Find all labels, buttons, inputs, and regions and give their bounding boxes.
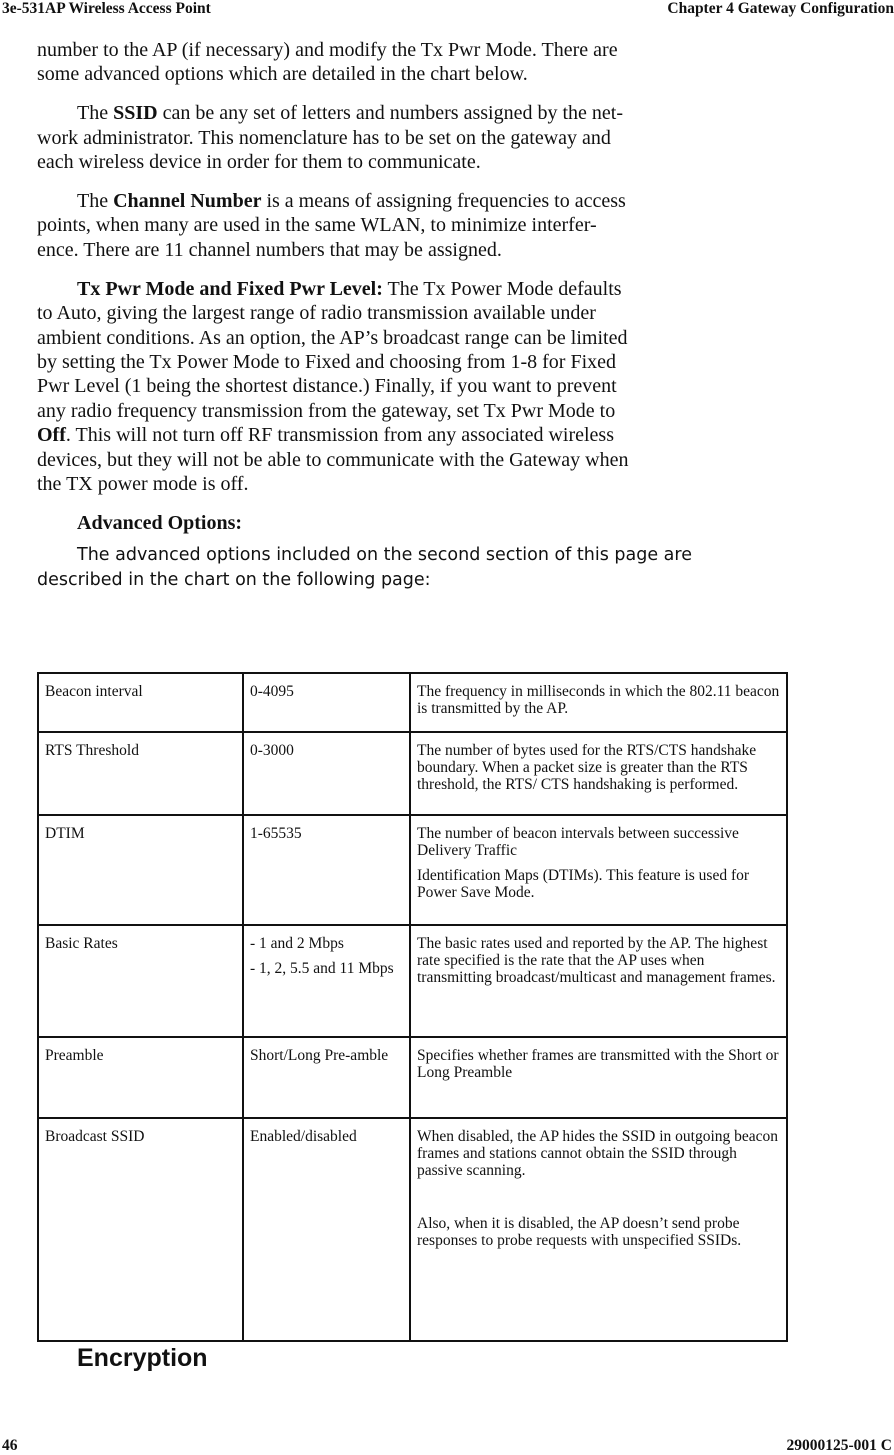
table-row (38, 925, 787, 1037)
text-line (37, 238, 797, 262)
text-run: can be any set of letters and numbers assigned by the net- (157, 102, 623, 125)
cell-text: 1-65535 (250, 825, 302, 842)
cell-text: The number of bytes used for the RTS/CTS handshake boundary. When a packet size is greater than the RTS threshold, the RTS/ CTS handshaking is performed. (417, 742, 757, 793)
text-line (37, 189, 797, 213)
text-run: described in the chart on the following page: (37, 570, 431, 591)
bold-term: Advanced Options: (77, 511, 243, 534)
table-row (38, 1037, 787, 1118)
text-line (37, 150, 797, 174)
text-line (37, 399, 797, 423)
text-line (37, 350, 797, 374)
section-heading-encryption: Encryption (77, 1344, 208, 1372)
text-run: The advanced options included on the second section of this page are (77, 545, 692, 566)
cell-text: Enabled/disabled (250, 1128, 357, 1145)
paragraph (37, 189, 797, 262)
text-line (37, 472, 797, 496)
text-run: ence. There are 11 channel numbers that may be assigned. (37, 238, 502, 261)
text-line (37, 326, 797, 350)
option-name: Beacon interval (38, 673, 243, 732)
text-run: is a means of assigning frequencies to access (261, 190, 626, 213)
text-run: by setting the Tx Power Mode to Fixed and choosing from 1-8 for Fixed (37, 350, 617, 373)
text-line (37, 213, 797, 237)
paragraph (37, 277, 797, 497)
text-line (37, 448, 797, 472)
option-description (410, 732, 787, 815)
cell-text: 0-4095 (250, 683, 294, 700)
text-run: The (77, 190, 114, 213)
table-row (38, 732, 787, 815)
option-description (410, 1037, 787, 1118)
cell-text: The number of beacon intervals between successive Delivery Traffic (417, 825, 739, 859)
text-run: number to the AP (if necessary) and modify the Tx Pwr Mode. There are (37, 39, 618, 61)
bold-term: Channel Number (113, 190, 262, 213)
text-run: some advanced options which are detailed in the chart below. (37, 63, 528, 86)
running-header-right: Chapter 4 Gateway Configuration (667, 0, 894, 17)
text-line (37, 511, 797, 535)
table-row (38, 1118, 787, 1341)
text-line (37, 543, 797, 568)
running-header-left: 3e-531AP Wireless Access Point (2, 0, 211, 17)
text-run: The Tx Power Mode defaults (382, 277, 622, 300)
cell-text: Short/Long Pre-amble (250, 1047, 389, 1064)
option-description (410, 815, 787, 925)
text-run: work administrator. This nomenclature has to be set on the gateway and (37, 126, 611, 149)
cell-text: 0-3000 (250, 742, 294, 759)
page-number: 46 (2, 1437, 18, 1454)
text-line (37, 277, 797, 301)
option-name: Broadcast SSID (38, 1118, 243, 1341)
text-run: points, when many are used in the same WLAN, to minimize interfer- (37, 214, 597, 237)
option-name: Basic Rates (38, 925, 243, 1037)
option-name: RTS Threshold (38, 732, 243, 815)
text-run: The (77, 102, 114, 125)
option-range (243, 732, 410, 815)
bold-term: SSID (113, 102, 158, 125)
text-run: ambient conditions. As an option, the AP’s broadcast range can be limited (37, 326, 628, 349)
option-description (410, 673, 787, 732)
cell-text: When disabled, the AP hides the SSID in outgoing beacon frames and stations cannot obtain the SSID through passive scanning. (417, 1128, 779, 1179)
advanced-options-table (37, 672, 788, 1342)
text-line (37, 101, 797, 125)
text-run: any radio frequency transmission from the gateway, set Tx Pwr Mode to (37, 399, 616, 422)
text-run: . This will not turn off RF transmission from any associated wireless (65, 424, 614, 447)
text-run: to Auto, giving the largest range of radio transmission available under (37, 302, 596, 325)
text-line (37, 568, 797, 593)
text-line (37, 62, 797, 86)
cell-text: Identification Maps (DTIMs). This feature is used for Power Save Mode. (417, 867, 750, 901)
document-number: 29000125-001 C (786, 1437, 892, 1454)
option-description (410, 1118, 787, 1341)
cell-text: - 1, 2, 5.5 and 11 Mbps (250, 960, 394, 977)
option-range (243, 925, 410, 1037)
text-run: devices, but they will not be able to communicate with the Gateway when (37, 448, 629, 471)
option-name: DTIM (38, 815, 243, 925)
text-line (37, 374, 797, 398)
cell-text: Specifies whether frames are transmitted with the Short or Long Preamble (417, 1047, 779, 1081)
cell-text: The frequency in milliseconds in which the 802.11 beacon is transmitted by the AP. (417, 683, 780, 717)
text-line (37, 126, 797, 150)
cell-text: - 1 and 2 Mbps (250, 935, 344, 952)
text-run: the TX power mode is off. (37, 473, 249, 495)
paragraph (37, 101, 797, 174)
option-range (243, 1118, 410, 1341)
text-run: each wireless device in order for them to communicate. (37, 151, 481, 174)
cell-text: The basic rates used and reported by the AP. The highest rate specified is the rate that the AP uses when transmitting broadcast/multicast and management frames. (417, 935, 776, 986)
paragraph (37, 38, 797, 87)
paragraph (37, 511, 797, 535)
bold-term: Tx Pwr Mode and Fixed Pwr Level: (77, 277, 383, 300)
option-name: Preamble (38, 1037, 243, 1118)
paragraph (37, 543, 797, 593)
option-range (243, 673, 410, 732)
cell-text: Also, when it is disabled, the AP doesn’t send probe responses to probe requests with unspecified SSIDs. (417, 1215, 742, 1249)
option-range (243, 815, 410, 925)
text-line (37, 423, 797, 447)
table-row (38, 815, 787, 925)
bold-term: Off (37, 424, 66, 447)
text-run: Pwr Level (1 being the shortest distance.) Finally, if you want to prevent (37, 375, 617, 398)
table-row (38, 673, 787, 732)
option-description (410, 925, 787, 1037)
body-text (37, 38, 797, 608)
text-line (37, 38, 797, 62)
option-range (243, 1037, 410, 1118)
text-line (37, 301, 797, 325)
